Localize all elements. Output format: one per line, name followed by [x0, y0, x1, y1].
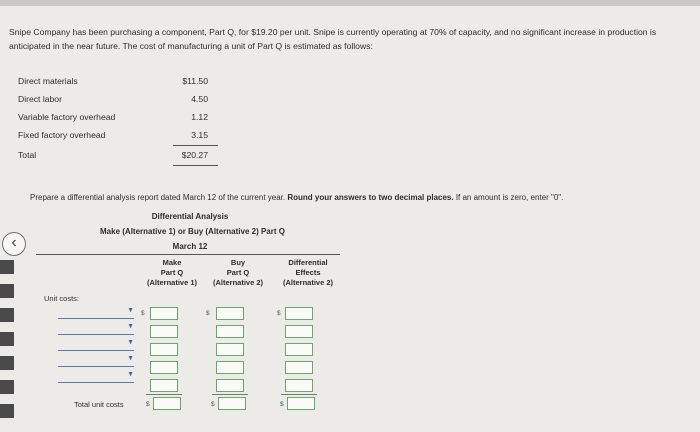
toolbar-item[interactable] — [0, 308, 14, 322]
column-header-differential — [272, 258, 344, 288]
currency-symbol: $ — [141, 310, 145, 317]
cost-row — [18, 130, 208, 144]
make-amount-input[interactable] — [150, 379, 178, 392]
column-rule — [212, 394, 248, 395]
col-line: Buy — [230, 258, 246, 267]
differential-amount-input[interactable] — [285, 379, 313, 392]
currency-symbol: $ — [280, 401, 284, 408]
buy-amount-input[interactable] — [216, 325, 244, 338]
differential-amount-input[interactable] — [285, 325, 313, 338]
toolbar-item[interactable] — [0, 332, 14, 346]
cost-amount: 4.50 — [191, 94, 208, 104]
cost-label: Direct materials — [18, 76, 78, 86]
header-rule — [36, 254, 340, 255]
cost-label: Fixed factory overhead — [18, 130, 106, 140]
make-amount-input[interactable] — [150, 325, 178, 338]
toolbar-item[interactable] — [0, 380, 14, 394]
make-amount-input[interactable] — [150, 307, 178, 320]
cost-row-total — [18, 150, 208, 164]
make-amount-input[interactable] — [150, 361, 178, 374]
left-toolbar — [0, 260, 16, 432]
cost-item-dropdown[interactable] — [58, 306, 134, 319]
toolbar-item[interactable] — [0, 404, 14, 418]
chevron-down-icon: ▼ — [127, 307, 134, 314]
unit-costs-label: Unit costs: — [44, 294, 80, 303]
instructions — [30, 193, 563, 202]
cost-row — [18, 76, 208, 90]
col-line: (Alternative 2) — [282, 278, 333, 287]
cost-amount: 1.12 — [191, 112, 208, 122]
problem-intro: Snipe Company has been purchasing a component, Part Q, for $19.20 per unit. Snipe is currently operating at 70% of capacity, and no significant increase in production is anticipated in the near future. The cost of manufacturing a unit of Part Q is estimated as follows: — [9, 27, 657, 51]
make-amount-input[interactable] — [150, 343, 178, 356]
differential-amount-input[interactable] — [285, 307, 313, 320]
toolbar-item[interactable] — [0, 284, 14, 298]
toolbar-item[interactable] — [0, 356, 14, 370]
cost-item-dropdown[interactable] — [58, 338, 134, 351]
total-rule — [173, 145, 218, 146]
column-rule — [281, 394, 317, 395]
report-date: March 12 — [172, 242, 208, 251]
differential-total-input[interactable] — [287, 397, 315, 410]
buy-amount-input[interactable] — [216, 379, 244, 392]
currency-symbol: $ — [146, 401, 150, 408]
cost-label: Direct labor — [18, 94, 62, 104]
cost-row — [18, 94, 208, 108]
total-unit-costs-label: Total unit costs — [74, 400, 124, 409]
instruction-text: If an amount is zero, enter "0". — [453, 193, 564, 202]
cost-row — [18, 112, 208, 126]
col-line: Differential — [288, 258, 328, 267]
total-double-rule — [173, 165, 218, 166]
cost-item-dropdown[interactable] — [58, 322, 134, 335]
back-arrow-icon[interactable]: ‹ — [2, 232, 26, 256]
cost-item-dropdown[interactable] — [58, 354, 134, 367]
chevron-down-icon: ▼ — [127, 339, 134, 346]
chevron-down-icon: ▼ — [127, 323, 134, 330]
col-line: Part Q — [226, 268, 250, 277]
chevron-down-icon: ▼ — [127, 371, 134, 378]
instruction-text: Prepare a differential analysis report dated March 12 of the current year. — [30, 193, 288, 202]
report-title: Differential Analysis — [151, 212, 229, 221]
buy-amount-input[interactable] — [216, 361, 244, 374]
cost-amount: $20.27 — [181, 150, 208, 160]
buy-total-input[interactable] — [218, 397, 246, 410]
instruction-bold: Round your answers to two decimal places. — [287, 193, 454, 202]
report-subtitle: Make (Alternative 1) or Buy (Alternative 2) Part Q — [100, 227, 285, 236]
cost-label: Total — [18, 150, 37, 160]
chevron-down-icon: ▼ — [127, 355, 134, 362]
make-total-input[interactable] — [153, 397, 181, 410]
col-line: (Alternative 2) — [212, 278, 263, 287]
col-line: Make — [162, 258, 182, 267]
column-rule — [146, 394, 182, 395]
currency-symbol: $ — [206, 310, 210, 317]
col-line: Effects — [295, 268, 321, 277]
cost-item-dropdown[interactable] — [58, 370, 134, 383]
currency-symbol: $ — [211, 401, 215, 408]
top-bar — [0, 0, 700, 6]
currency-symbol: $ — [277, 310, 281, 317]
cost-amount: 3.15 — [191, 130, 208, 140]
toolbar-item[interactable] — [0, 260, 14, 274]
buy-amount-input[interactable] — [216, 343, 244, 356]
buy-amount-input[interactable] — [216, 307, 244, 320]
differential-amount-input[interactable] — [285, 343, 313, 356]
column-header-buy — [206, 258, 270, 288]
cost-amount: $11.50 — [182, 76, 208, 86]
cost-label: Variable factory overhead — [18, 112, 116, 122]
differential-amount-input[interactable] — [285, 361, 313, 374]
col-line: (Alternative 1) — [146, 278, 197, 287]
col-line: Part Q — [160, 268, 184, 277]
column-header-make — [140, 258, 204, 288]
